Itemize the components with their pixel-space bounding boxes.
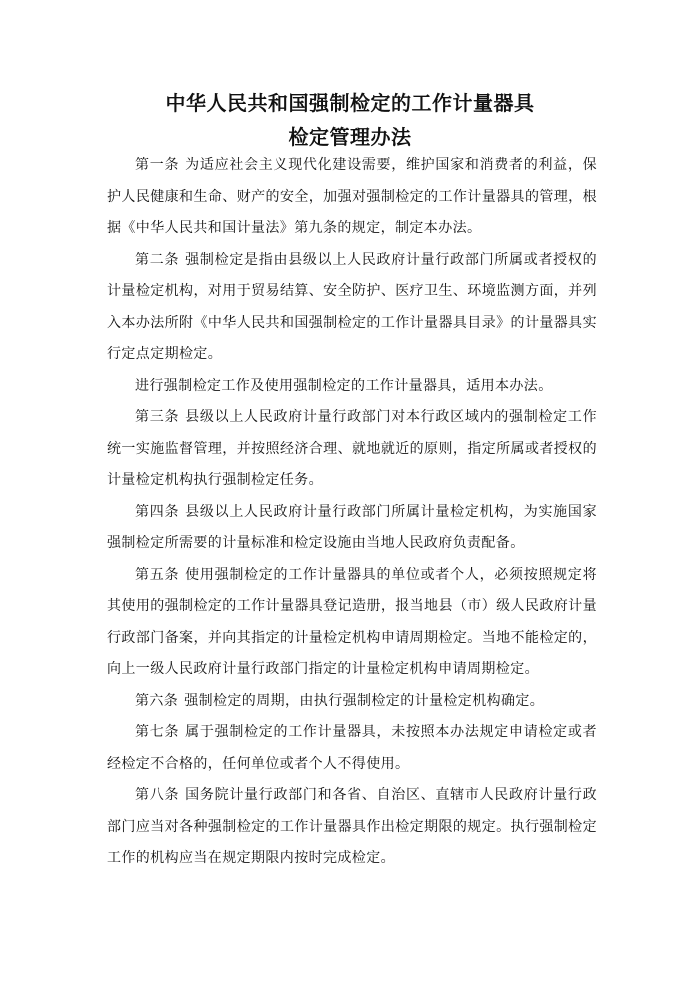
document-title — [0, 86, 700, 154]
article-number: 第一条 — [135, 157, 180, 173]
paragraph-article-1 — [107, 150, 597, 245]
article-text: 使用强制检定的工作计量器具的单位或者个人，必须按照规定将其使用的强制检定的工作计量器具登记造册，报当地县（市）级人民政府计量行政部门备案，并向其指定的计量检定机构申请周期检定。当地不能检定的，向上一级人民政府计量行政部门指定的计量检定机构申请周期检定。 — [107, 566, 598, 677]
article-number: 第三条 — [135, 409, 180, 425]
article-text: 国务院计量行政部门和各省、自治区、直辖市人民政府计量行政部门应当对各种强制检定的工作计量器具作出检定期限的规定。执行强制检定工作的机构应当在规定期限内按时完成检定。 — [107, 787, 598, 866]
article-number: 第五条 — [135, 566, 180, 583]
article-number: 第二条 — [135, 251, 180, 268]
article-number: 第六条 — [135, 692, 179, 709]
paragraph-article-8 — [107, 780, 597, 875]
article-text: 为适应社会主义现代化建设需要，维护国家和消费者的利益，保护人民健康和生命、财产的安全，加强对强制检定的工作计量器具的管理，根据《中华人民共和国计量法》第九条的规定，制定本办法。 — [107, 157, 598, 236]
article-number: 第七条 — [135, 724, 180, 740]
document-body — [107, 150, 597, 875]
article-text: 进行强制检定工作及使用强制检定的工作计量器具，适用本办法。 — [135, 377, 553, 394]
article-number: 第八条 — [135, 787, 180, 803]
paragraph-article-4 — [107, 497, 597, 560]
article-text: 强制检定是指由县级以上人民政府计量行政部门所属或者授权的计量检定机构，对用于贸易结算、安全防护、医疗卫生、环境监测方面，并列入本办法所附《中华人民共和国强制检定的工作计量器具目录》的计量器具实行定点定期检定。 — [107, 251, 598, 362]
article-number: 第四条 — [135, 503, 180, 520]
article-text: 县级以上人民政府计量行政部门所属计量检定机构，为实施国家强制检定所需要的计量标准和检定设施由当地人民政府负责配备。 — [107, 503, 598, 551]
paragraph-article-2 — [107, 245, 597, 371]
paragraph-article-6 — [107, 686, 597, 718]
article-text: 强制检定的周期，由执行强制检定的计量检定机构确定。 — [184, 692, 545, 709]
paragraph-article-3 — [107, 402, 597, 497]
paragraph-article-2-continued — [107, 371, 597, 403]
paragraph-article-5 — [107, 560, 597, 686]
paragraph-article-7 — [107, 717, 597, 780]
title-line-2: 检定管理办法 — [288, 125, 412, 149]
article-text: 县级以上人民政府计量行政部门对本行政区域内的强制检定工作统一实施监督管理，并按照经济合理、就地就近的原则，指定所属或者授权的计量检定机构执行强制检定任务。 — [107, 409, 598, 488]
title-line-1: 中华人民共和国强制检定的工作计量器具 — [165, 91, 535, 115]
article-text: 属于强制检定的工作计量器具，未按照本办法规定申请检定或者经检定不合格的，任何单位或者个人不得使用。 — [107, 724, 598, 772]
